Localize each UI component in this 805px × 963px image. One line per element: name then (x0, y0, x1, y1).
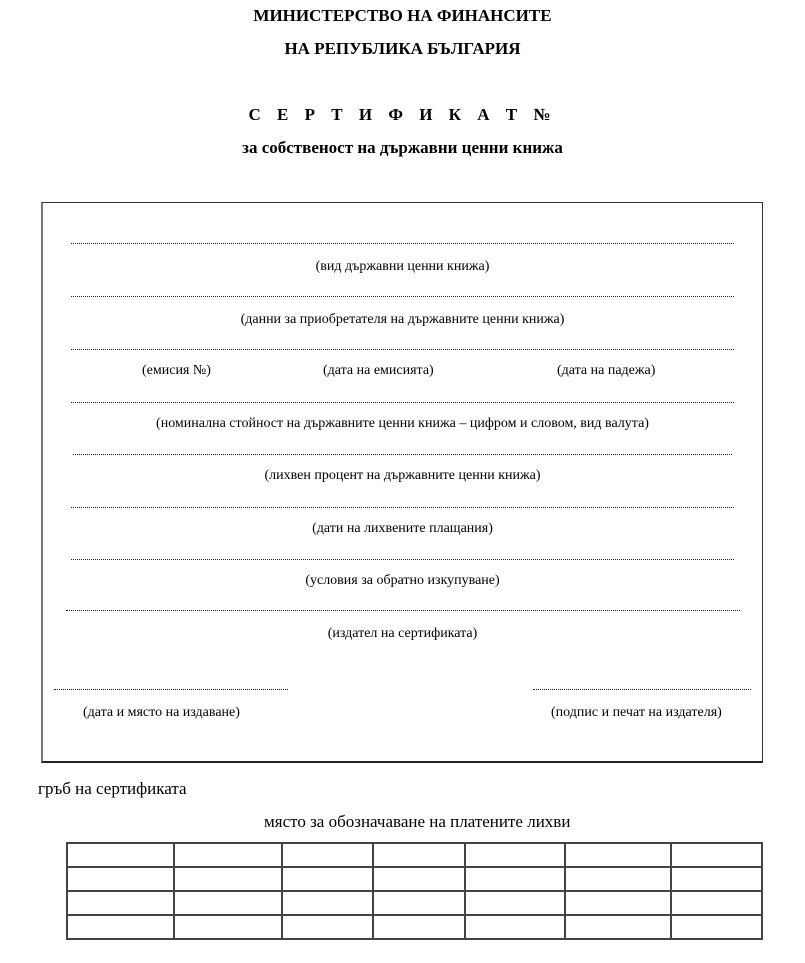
table-row (67, 867, 762, 891)
table-cell[interactable] (373, 915, 465, 939)
table-cell[interactable] (282, 867, 373, 891)
field-line-type[interactable] (71, 243, 734, 244)
table-row (67, 891, 762, 915)
table-cell[interactable] (67, 843, 174, 867)
ministry-name-line1: МИНИСТЕРСТВО НА ФИНАНСИТЕ (253, 6, 552, 25)
paid-interest-caption: място за обозначаване на платените лихви (264, 812, 571, 831)
table-cell[interactable] (373, 843, 465, 867)
field-line-interest-rate[interactable] (73, 454, 732, 455)
table-row (67, 915, 762, 939)
table-cell[interactable] (465, 867, 565, 891)
field-label-issuer: (издател на сертификата) (327, 626, 478, 641)
field-label-type: (вид държавни ценни книжа) (315, 259, 490, 274)
field-label-buyback: (условия за обратно изкупуване) (305, 573, 500, 588)
table-cell[interactable] (465, 891, 565, 915)
table-cell[interactable] (67, 867, 174, 891)
table-cell[interactable] (67, 915, 174, 939)
table-cell[interactable] (373, 891, 465, 915)
back-side-label: гръб на сертификата (38, 779, 187, 798)
table-cell[interactable] (565, 915, 671, 939)
field-label-signature: (подпис и печат на издателя) (551, 705, 722, 720)
table-row (67, 843, 762, 867)
table-cell[interactable] (671, 843, 762, 867)
table-cell[interactable] (174, 843, 282, 867)
field-line-payment-dates[interactable] (71, 507, 734, 508)
field-label-issue-date-place: (дата и място на издаване) (83, 705, 240, 720)
field-label-maturity-date: (дата на падежа) (557, 363, 656, 378)
paid-interest-table (66, 842, 763, 940)
table-cell[interactable] (282, 915, 373, 939)
field-line-issue-date-place[interactable] (54, 689, 288, 690)
field-label-emission-number: (емисия №) (142, 363, 211, 378)
table-cell[interactable] (671, 915, 762, 939)
certificate-title: С Е Р Т И Ф И К А Т № (248, 105, 557, 124)
table-cell[interactable] (465, 915, 565, 939)
field-line-signature[interactable] (533, 689, 751, 690)
table-cell[interactable] (282, 891, 373, 915)
table-cell[interactable] (373, 867, 465, 891)
field-label-emission-date: (дата на емисията) (323, 363, 434, 378)
table-cell[interactable] (67, 891, 174, 915)
table-cell[interactable] (565, 843, 671, 867)
certificate-subtitle: за собственост на държавни ценни книжа (242, 138, 563, 157)
table-cell[interactable] (671, 867, 762, 891)
field-label-nominal: (номинална стойност на държавните ценни книжа – цифром и словом, вид валута) (156, 416, 649, 431)
table-cell[interactable] (671, 891, 762, 915)
field-line-emission[interactable] (71, 349, 734, 350)
table-cell[interactable] (465, 843, 565, 867)
table-cell[interactable] (174, 915, 282, 939)
table-cell[interactable] (282, 843, 373, 867)
field-line-nominal[interactable] (71, 402, 734, 403)
table-cell[interactable] (174, 891, 282, 915)
field-line-buyback[interactable] (71, 559, 734, 560)
field-line-acquirer[interactable] (71, 296, 734, 297)
field-label-interest-rate: (лихвен процент на държавните ценни книжа) (264, 468, 541, 483)
field-label-payment-dates: (дати на лихвените плащания) (312, 521, 493, 536)
field-line-issuer[interactable] (66, 610, 740, 611)
table-cell[interactable] (174, 867, 282, 891)
table-cell[interactable] (565, 867, 671, 891)
field-label-acquirer: (данни за приобретателя на държавните ценни книжа) (240, 312, 565, 327)
ministry-name-line2: НА РЕПУБЛИКА БЪЛГАРИЯ (284, 39, 521, 58)
table-cell[interactable] (565, 891, 671, 915)
